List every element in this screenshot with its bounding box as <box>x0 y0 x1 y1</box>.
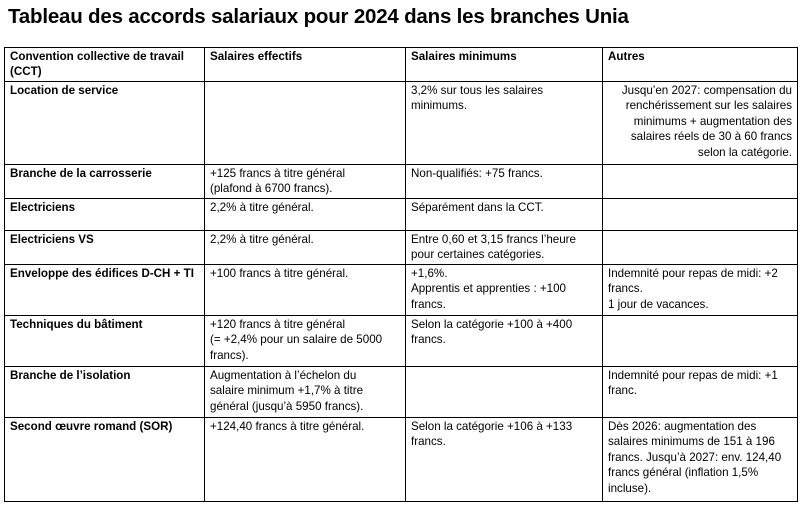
table-row <box>5 199 798 231</box>
table-row <box>5 316 798 367</box>
salaires-minimums-cell: Selon la catégorie +106 à +133 francs. <box>406 418 603 502</box>
cct-cell: Second œuvre romand (SOR) <box>5 418 205 502</box>
salaires-minimums-cell <box>406 367 603 418</box>
salaires-effectifs-cell: +124,40 francs à titre général. <box>205 418 406 502</box>
table-row <box>5 265 798 316</box>
cct-cell: Branche de l’isolation <box>5 367 205 418</box>
table-row <box>5 418 798 502</box>
table-row <box>5 231 798 265</box>
autres-cell <box>603 165 798 199</box>
column-header-cct: Convention collective de travail (CCT) <box>5 48 205 82</box>
salaires-effectifs-cell: 2,2% à titre général. <box>205 199 406 231</box>
salaires-minimums-cell: Selon la catégorie +100 à +400 francs. <box>406 316 603 367</box>
column-header-salaires-effectifs: Salaires effectifs <box>205 48 406 82</box>
autres-cell <box>603 231 798 265</box>
salaires-minimums-cell: Non-qualifiés: +75 francs. <box>406 165 603 199</box>
table-row <box>5 367 798 418</box>
autres-cell: Indemnité pour repas de midi: +2 francs. 1 jour de vacances. <box>603 265 798 316</box>
cct-cell: Electriciens <box>5 199 205 231</box>
salaires-effectifs-cell: +125 francs à titre général (plafond à 6700 francs). <box>205 165 406 199</box>
cct-cell: Enveloppe des édifices D-CH + TI <box>5 265 205 316</box>
salaires-effectifs-cell: 2,2% à titre général. <box>205 231 406 265</box>
salaires-effectifs-cell: +120 francs à titre général (= +2,4% pour un salaire de 5000 francs). <box>205 316 406 367</box>
salaires-minimums-cell: Entre 0,60 et 3,15 francs l’heure pour certaines catégories. <box>406 231 603 265</box>
column-header-autres: Autres <box>603 48 798 82</box>
salaires-effectifs-cell: +100 francs à titre général. <box>205 265 406 316</box>
cct-cell: Electriciens VS <box>5 231 205 265</box>
autres-cell <box>603 199 798 231</box>
cct-cell: Location de service <box>5 82 205 165</box>
column-header-salaires-minimums: Salaires minimums <box>406 48 603 82</box>
salaires-effectifs-cell: Augmentation à l’échelon du salaire minimum +1,7% à titre général (jusqu’à 5950 francs). <box>205 367 406 418</box>
salaires-minimums-cell: +1,6%. Apprentis et apprenties : +100 francs. <box>406 265 603 316</box>
autres-cell: Jusqu’en 2027: compensation du renchérissement sur les salaires minimums + augmentation des salaires réels de 30 à 60 francs selon la catégorie. <box>603 82 798 165</box>
salaires-effectifs-cell <box>205 82 406 165</box>
cct-cell: Branche de la carrosserie <box>5 165 205 199</box>
autres-cell: Indemnité pour repas de midi: +1 franc. <box>603 367 798 418</box>
wage-agreements-table <box>4 47 798 502</box>
table-header-row <box>5 48 798 82</box>
salaires-minimums-cell: Séparément dans la CCT. <box>406 199 603 231</box>
autres-cell <box>603 316 798 367</box>
autres-cell: Dès 2026: augmentation des salaires minimums de 151 à 196 francs. Jusqu’à 2027: env. 124,40 francs général (inflation 1,5% incluse). <box>603 418 798 502</box>
cct-cell: Techniques du bâtiment <box>5 316 205 367</box>
page-title: Tableau des accords salariaux pour 2024 dans les branches Unia <box>8 5 629 28</box>
salaires-minimums-cell: 3,2% sur tous les salaires minimums. <box>406 82 603 165</box>
table-row <box>5 165 798 199</box>
table-row <box>5 82 798 165</box>
